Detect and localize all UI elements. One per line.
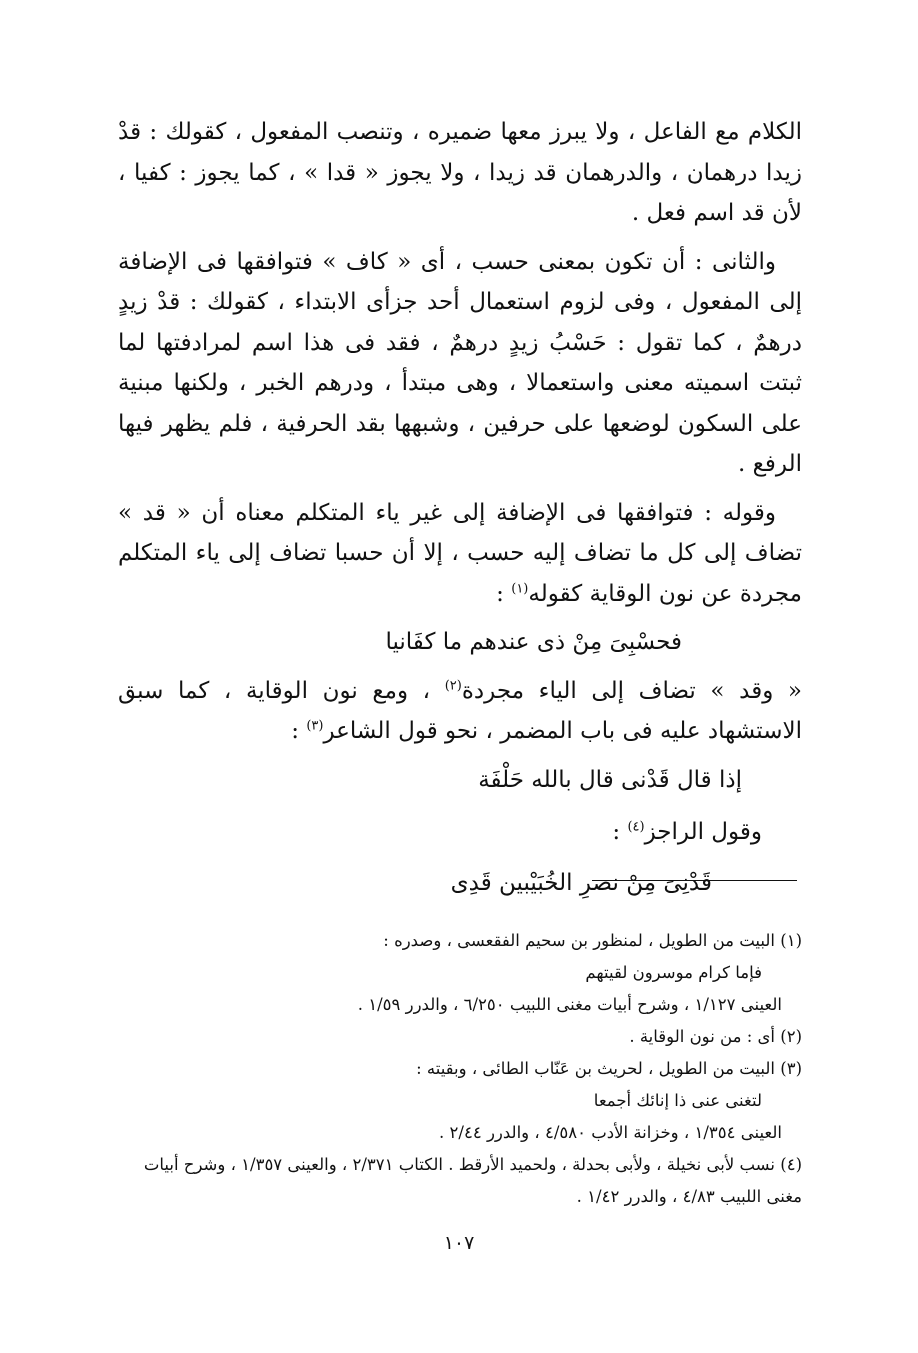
footnote-1-source-text: العينى ١/١٢٧ ، وشرح أبيات مغنى اللبيب ٦/٢٥٠ ، والدرر ١/٥٩ . [357,995,782,1014]
main-text [118,112,802,911]
footnote-separator [592,880,797,881]
paragraph-5 [118,812,802,853]
footnote-ref-2: (٢) [444,677,462,693]
verse-1: فحسْبِىَ مِنْ ذى عندهم ما كفَانيا [385,629,682,655]
colon: : [496,580,512,607]
footnote-2: (٢) أى : من نون الوقاية . [629,1027,802,1046]
paragraph-4-text-a: « وقد » تضاف إلى الياء مجردة [461,677,802,704]
footnote-ref-4: (٤) [627,819,645,835]
footnote-1-quote-text: فإما كرام موسرون لقيتهم [585,963,762,982]
verse-2: إذا قال قَدْنى قال بالله حَلْفَة [478,766,742,793]
footnote-1-quote [118,957,802,989]
colon: : [291,718,307,744]
footnotes [118,925,802,1213]
page-number: ١٠٧ [443,1232,475,1254]
footnote-3-quote-text: لتغنى عنى ذا إنائك أجمعا [593,1091,762,1110]
footnote-ref-3: (٣) [306,718,324,734]
verse-3: قَدْنِىَ مِنْ نصرِ الخُبَيْبين قَدِى [450,869,712,896]
paragraph-2: والثانى : أن تكون بمعنى حسب ، أى « كاف » فتوافقها فى الإضافة إلى المفعول ، وفى لزوم استعمال أحد جزأى الابتداء ، كقولك : قدْ زيدٍ درهمٌ ، كما تقول : حَسْبُ زيدٍ درهمٌ ، فقد فى هذا اسم لمرادفتها لما ثبتت اسميته معنى واستعمالا ، وهى مبتدأ ، ودرهم الخبر ، ولكنها مبنية على السكون لوضعها على حرفين ، وشبهها بقد الحرفية ، فلم يظهر فيها الرفع . [118,248,802,477]
footnote-3-source [118,1117,802,1149]
footnote-3-quote [118,1085,802,1117]
paragraph-3 [118,493,802,615]
footnote-3-source-text: العينى ١/٣٥٤ ، وخزانة الأدب ٤/٥٨٠ ، والدرر ٢/٤٤ . [439,1123,782,1142]
paragraph-4 [118,671,802,752]
paragraph-1: الكلام مع الفاعل ، ولا يبرز معها ضميره ، وتنصب المفعول ، كقولك : قدْ زيدا درهمان ، والدرهمان قد زيدا ، ولا يجوز « قدا » ، كما يجوز : كفيا ، لأن قد اسم فعل . [118,119,802,226]
footnote-ref-1: (١) [511,580,529,596]
footnote-1-line-1: (١) البيت من الطويل ، لمنظور بن سحيم الفقعسى ، وصدره : [383,931,802,950]
colon: : [612,819,628,845]
paragraph-3-text: وقوله : فتوافقها فى الإضافة إلى غير ياء المتكلم معناه أن « قد » تضاف إلى كل ما تضاف إليه حسب ، إلا أن حسبا تضاف إلى ياء المتكلم مجردة عن نون الوقاية كقوله [118,499,802,607]
footnote-3-line-1: (٣) البيت من الطويل ، لحريث بن عَنّاب الطائى ، وبقيته : [416,1059,802,1078]
paragraph-4-text-b: ، ومع نون الوقاية ، كما سبق الاستشهاد عليه فى باب المضمر ، نحو قول الشاعر [118,677,802,744]
footnote-1-source [118,989,802,1021]
footnote-4: (٤) نسب لأبى نخيلة ، ولأبى بحدلة ، ولحميد الأرقط . الكتاب ٢/٣٧١ ، والعينى ١/٣٥٧ ، وشرح أبيات مغنى اللبيب ٤/٨٣ ، والدرر ١/٤٢ . [143,1155,802,1206]
paragraph-5-text: وقول الراجز [644,819,762,845]
